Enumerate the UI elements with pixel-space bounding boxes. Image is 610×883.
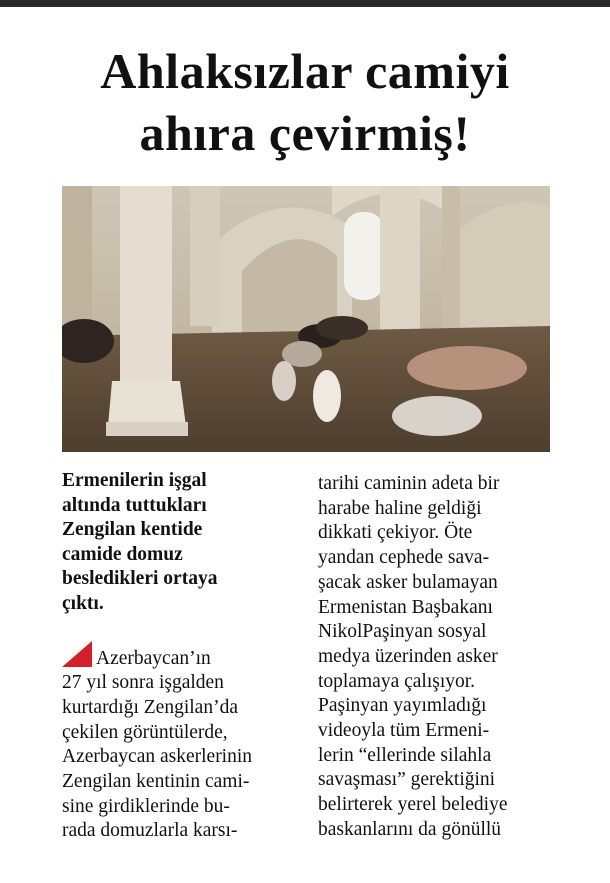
body-line: dikkati çekiyor. Öte (318, 522, 473, 544)
article-lead (62, 469, 298, 617)
body-line: Ermenistan Başbakanı (318, 596, 493, 618)
lead-line: camide domuz (62, 543, 183, 565)
headline (40, 40, 570, 164)
red-triangle-marker-icon (62, 641, 92, 667)
body-line: toplamaya çalışıyor. (318, 670, 476, 692)
article-right-column (318, 472, 558, 843)
body-line: Paşinyan yayımladığı (318, 695, 487, 717)
body-line: harabe haline geldiği (318, 497, 482, 519)
lead-line: Zengilan kentide (62, 519, 203, 541)
body-line: kurtardığı Zengilan’da (62, 696, 238, 718)
article-photo (62, 186, 550, 452)
lead-line: çıktı. (62, 592, 104, 614)
body-line: çekilen görüntülerde, (62, 721, 228, 743)
body-line: sine girdiklerinde bu- (62, 795, 230, 817)
top-border (0, 0, 610, 7)
article-body-right (318, 472, 558, 843)
lead-line: altında tuttukları (62, 494, 207, 516)
body-line: savaşması” gerektiğini (318, 769, 496, 791)
body-line: tarihi caminin adeta bir (318, 473, 500, 494)
headline-line-1: Ahlaksızlar camiyi (100, 43, 510, 99)
body-line: rada domuzlarla karsı- (62, 820, 238, 842)
body-line: Zengilan kentinin cami- (62, 771, 250, 793)
body-line: belirterek yerel belediye (318, 794, 508, 816)
headline-line-2: ahıra çevirmiş! (139, 105, 471, 161)
body-line: 27 yıl sonra işgalden (62, 672, 224, 694)
body-line: Azerbaycan askerlerinin (62, 746, 253, 768)
lead-line: Ermenilerin işgal (62, 470, 207, 491)
body-line (62, 641, 298, 672)
body-line-text: Azerbaycan’ın (96, 647, 211, 669)
body-line: videoyla tüm Ermeni- (318, 720, 490, 742)
lead-line: besledikleri ortaya (62, 568, 218, 590)
article-left-column (62, 469, 298, 844)
body-line: baskanlarını da gönüllü (318, 818, 502, 840)
body-line: NikolPaşinyan sosyal (318, 621, 487, 643)
body-line: yandan cephede sava- (318, 547, 490, 569)
body-line: lerin “ellerinde silahla (318, 744, 492, 766)
body-line: şacak asker bulamayan (318, 571, 498, 593)
article-body-left (62, 641, 298, 845)
body-line: medya üzerinden asker (318, 645, 498, 667)
